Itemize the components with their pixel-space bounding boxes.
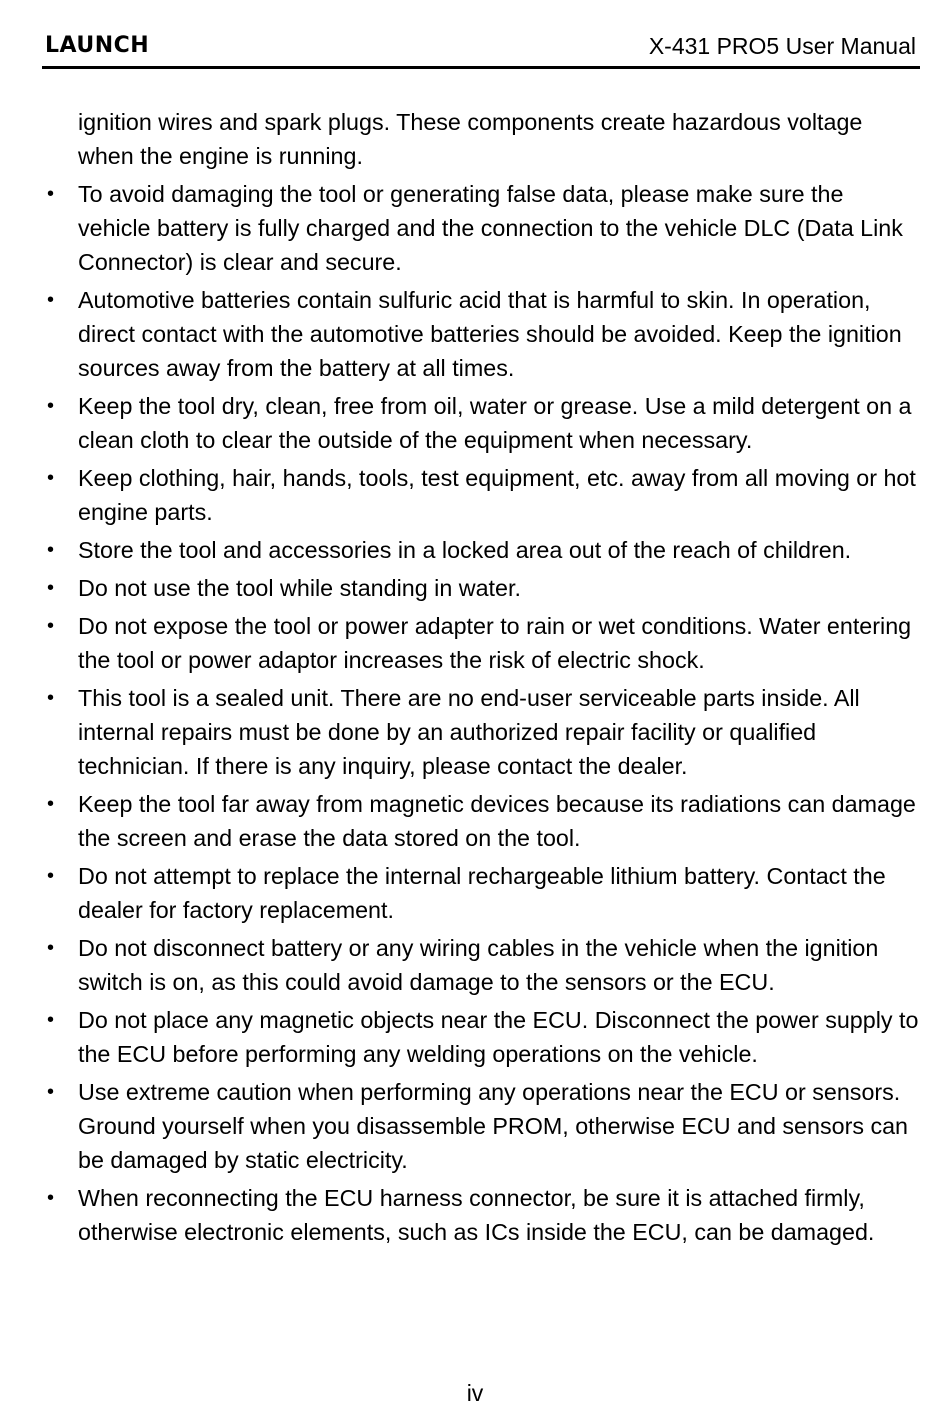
- bullet-icon: •: [47, 865, 55, 887]
- bullet-text: Do not use the tool while standing in water.: [78, 575, 521, 601]
- bullet-text: Do not disconnect battery or any wiring cables in the vehicle when the ignition switch is on, as this could avoid damage to the sensors or the ECU.: [78, 935, 879, 995]
- bullet-text: When reconnecting the ECU harness connector, be sure it is attached firmly, otherwise electronic elements, such as ICs inside the ECU, can be damaged.: [78, 1185, 875, 1245]
- bullet-text: Keep the tool far away from magnetic devices because its radiations can damage the screen and erase the data stored on the tool.: [78, 791, 916, 851]
- bullet-text: Do not expose the tool or power adapter to rain or wet conditions. Water entering the tool or power adaptor increases the risk of electric shock.: [78, 613, 912, 673]
- bullet-icon: •: [47, 937, 55, 959]
- bullet-icon: •: [47, 1081, 55, 1103]
- bullet-icon: •: [47, 615, 55, 637]
- bullet-text: Use extreme caution when performing any operations near the ECU or sensors. Ground yourself when you disassemble PROM, otherwise ECU and sensors can be damaged by static electricity.: [78, 1079, 909, 1173]
- bullet-item: [44, 681, 922, 783]
- bullet-icon: •: [47, 793, 55, 815]
- bullet-item: [44, 389, 922, 457]
- bullet-icon: •: [47, 183, 55, 205]
- bullet-icon: •: [47, 687, 55, 709]
- continued-paragraph: ignition wires and spark plugs. These components create hazardous voltage when the engine is running.: [78, 109, 863, 169]
- brand-name: LAUNCH: [45, 33, 150, 58]
- page-header: [42, 30, 920, 69]
- bullet-text: Store the tool and accessories in a locked area out of the reach of children.: [78, 537, 852, 563]
- bullet-item: [44, 177, 922, 279]
- bullet-icon: •: [47, 467, 55, 489]
- bullet-text: Automotive batteries contain sulfuric acid that is harmful to skin. In operation, direct contact with the automotive batteries should be avoided. Keep the ignition sources away from the battery at all times.: [78, 287, 902, 381]
- document-title: X-431 PRO5 User Manual: [648, 33, 916, 59]
- bullet-item: [44, 1003, 922, 1071]
- bullet-item: [44, 533, 922, 567]
- bullet-text: To avoid damaging the tool or generating false data, please make sure the vehicle battery is fully charged and the connection to the vehicle DLC (Data Link Connector) is clear and secure.: [78, 181, 903, 275]
- bullet-item: [44, 609, 922, 677]
- bullet-item: [44, 1181, 922, 1249]
- bullet-item: [44, 461, 922, 529]
- bullet-text: Do not place any magnetic objects near the ECU. Disconnect the power supply to the ECU before performing any welding operations on the vehicle.: [78, 1007, 919, 1067]
- bullet-item: [44, 571, 922, 605]
- bullet-item: [44, 859, 922, 927]
- bullet-icon: •: [47, 395, 55, 417]
- bullet-icon: •: [47, 539, 55, 561]
- bullet-icon: •: [47, 1009, 55, 1031]
- bullet-item: [44, 787, 922, 855]
- bullet-icon: •: [47, 577, 55, 599]
- bullet-icon: •: [47, 289, 55, 311]
- bullet-text: This tool is a sealed unit. There are no end-user serviceable parts inside. All internal repairs must be done by an authorized repair facility or qualified technician. If there is any inquiry, please contact the dealer.: [78, 685, 860, 779]
- safety-bullet-list: [44, 177, 922, 1249]
- bullet-text: Keep the tool dry, clean, free from oil, water or grease. Use a mild detergent on a clean cloth to clear the outside of the equipment when necessary.: [78, 393, 912, 453]
- bullet-item: [44, 283, 922, 385]
- bullet-item: [44, 1075, 922, 1177]
- bullet-text: Keep clothing, hair, hands, tools, test equipment, etc. away from all moving or hot engine parts.: [78, 465, 916, 525]
- bullet-text: Do not attempt to replace the internal rechargeable lithium battery. Contact the dealer for factory replacement.: [78, 863, 886, 923]
- page-content: [44, 105, 922, 1253]
- page-number: iv: [466, 1380, 484, 1406]
- bullet-item: [44, 931, 922, 999]
- bullet-icon: •: [47, 1187, 55, 1209]
